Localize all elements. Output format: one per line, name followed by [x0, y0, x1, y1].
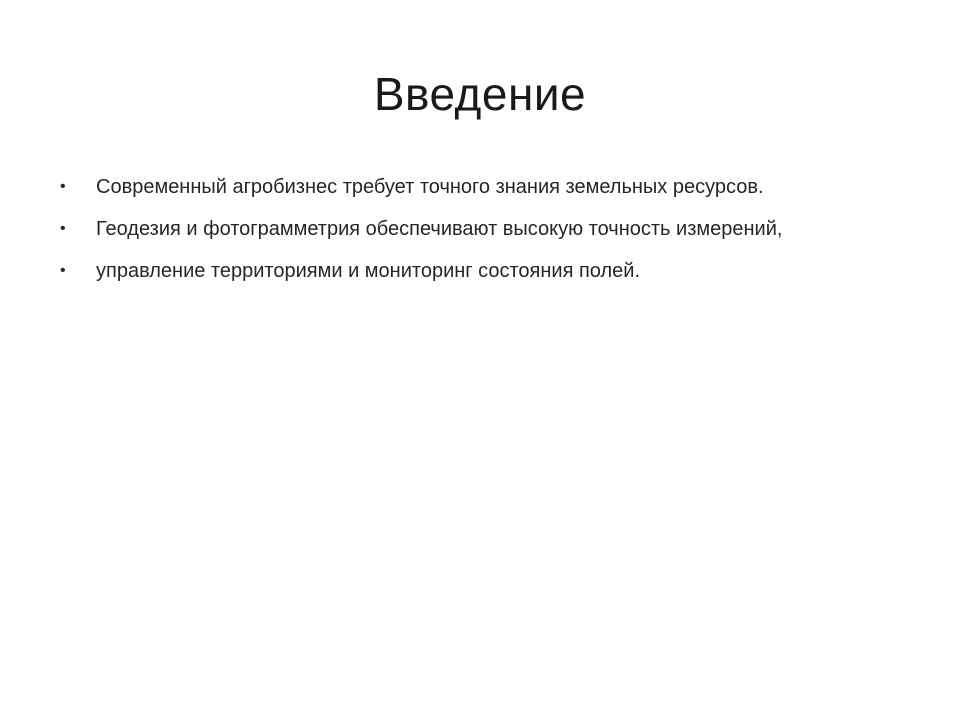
- bullet-marker: •: [60, 178, 66, 195]
- bullet-text: Современный агробизнес требует точного знания земельных ресурсов.: [96, 176, 764, 198]
- bullet-item: [60, 256, 820, 286]
- bullet-text: Геодезия и фотограмметрия обеспечивают высокую точность измерений,: [96, 218, 783, 240]
- bullet-list: [60, 172, 820, 298]
- bullet-marker: •: [60, 220, 66, 237]
- bullet-item: [60, 214, 820, 244]
- bullet-item: [60, 172, 820, 202]
- bullet-text: управление территориями и мониторинг состояния полей.: [96, 260, 641, 282]
- slide-title: Введение: [373, 68, 587, 120]
- bullet-marker: •: [60, 262, 66, 279]
